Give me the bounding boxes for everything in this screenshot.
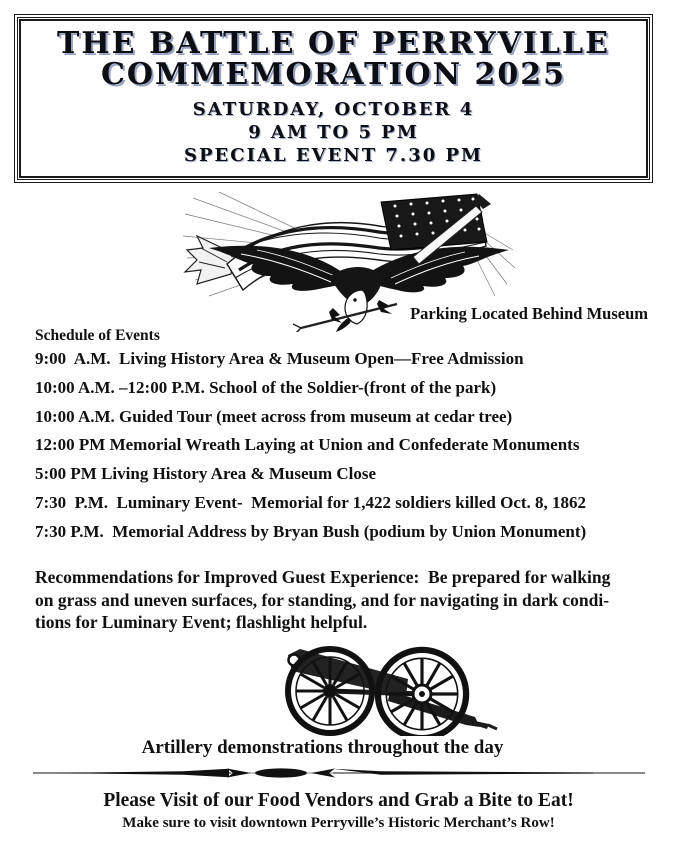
- title-box-inner-rule: [19, 19, 648, 178]
- schedule-item: 10:00 A.M. –12:00 P.M. School of the Soldier-(front of the park): [35, 377, 497, 397]
- schedule-item: 5:00 PM Living History Area & Museum Close: [35, 464, 377, 484]
- schedule-item: 10:00 A.M. Guided Tour (meet across from museum at cedar tree): [35, 406, 513, 426]
- schedule-item: 9:00 A.M. Living History Area & Museum Open—Free Admission: [35, 349, 524, 368]
- recommendations-line: Recommendations for Improved Guest Experience: Be prepared for walking: [35, 567, 611, 587]
- cannon-illustration: [270, 641, 500, 736]
- schedule-section: [35, 326, 660, 547]
- event-date-line: SATURDAY, OCTOBER 4: [192, 99, 475, 120]
- event-title-line-2: COMMEMORATION 2025: [100, 57, 567, 92]
- merchants-row-note: Make sure to visit downtown Perryville’s Historic Merchant’s Row!: [122, 815, 555, 831]
- recommendations-paragraph: [35, 566, 655, 634]
- recommendations-line: on grass and uneven surfaces, for standing, and for navigating in dark condi-: [35, 589, 610, 610]
- recommendations-line: tions for Luminary Event; flashlight helpful.: [35, 612, 368, 632]
- event-title-line-1: THE BATTLE OF PERRYVILLE: [57, 26, 610, 61]
- divider-arrows-icon: [33, 766, 645, 780]
- event-subtitle-group: [21, 98, 646, 167]
- schedule-item: 7:30 P.M. Luminary Event- Memorial for 1,422 soldiers killed Oct. 8, 1862: [35, 492, 587, 512]
- food-vendors-note: Please Visit of our Food Vendors and Grab a Bite to Eat!: [103, 790, 574, 811]
- schedule-item: 7:30 P.M. Memorial Address by Bryan Bush (podium by Union Monument): [35, 521, 587, 541]
- cannon-icon: [270, 641, 500, 736]
- event-title-box: [14, 14, 653, 183]
- parking-note: Parking Located Behind Museum: [410, 304, 648, 323]
- special-event-line: SPECIAL EVENT 7.30 PM: [184, 145, 483, 166]
- schedule-heading: Schedule of Events: [35, 327, 160, 344]
- title-box-middle-rule: [17, 17, 650, 180]
- schedule-item: 12:00 PM Memorial Wreath Laying at Union and Confederate Monuments: [35, 435, 580, 455]
- artillery-note: Artillery demonstrations throughout the day: [141, 737, 504, 758]
- ornamental-divider: [33, 766, 645, 780]
- event-hours-line: 9 AM TO 5 PM: [248, 122, 419, 143]
